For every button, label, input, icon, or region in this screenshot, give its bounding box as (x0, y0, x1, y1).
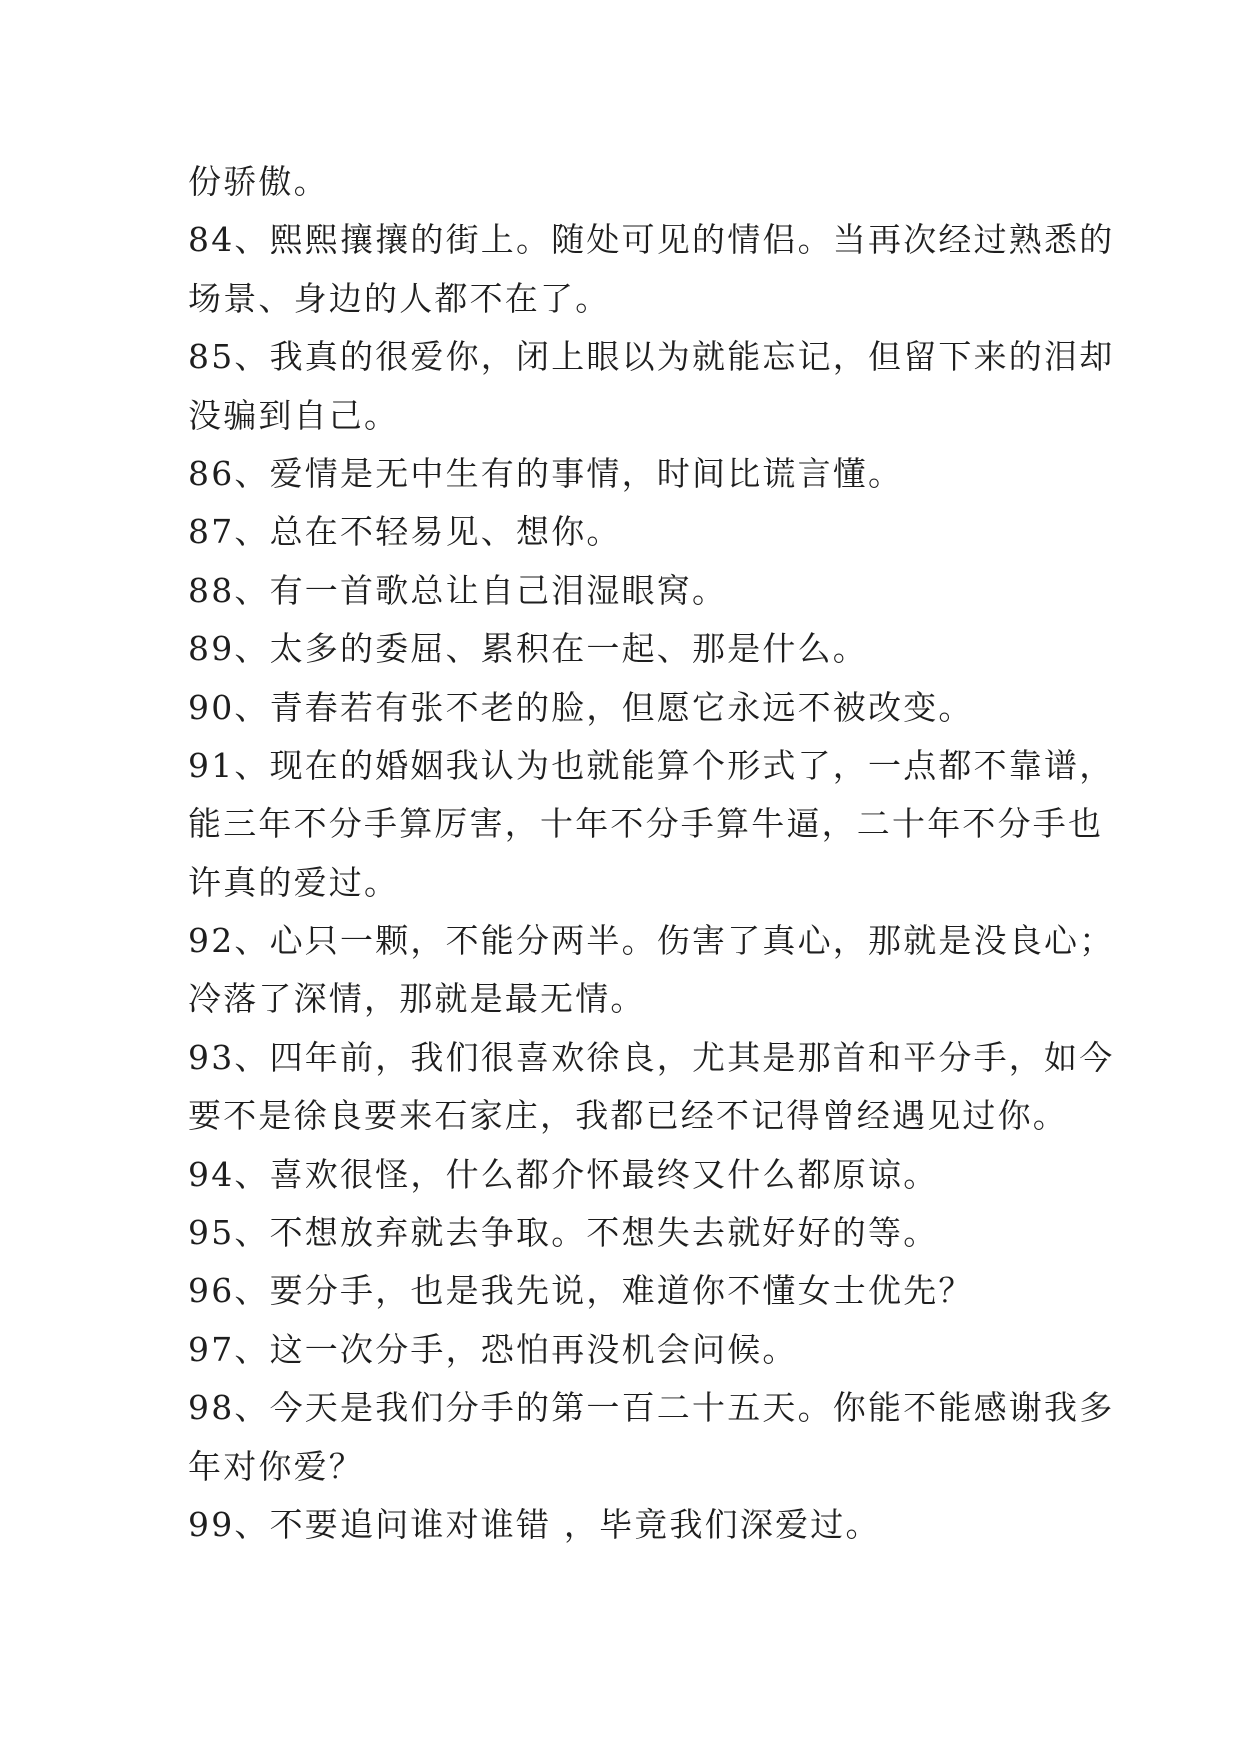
text-line: 年对你爱？ (188, 1446, 364, 1486)
text-line: 84、熙熙攘攘的街上。随处可见的情侣。当再次经过熟悉的 (188, 220, 1115, 260)
text-line: 能三年不分手算厉害，十年不分手算牛逼，二十年不分手也 (188, 804, 1104, 844)
document-body (188, 153, 1115, 1554)
text-line: 96、要分手，也是我先说，难道你不懂女士优先？ (188, 1271, 974, 1311)
text-line: 88、有一首歌总让自己泪湿眼窝。 (188, 570, 728, 610)
text-line: 99、不要追问谁对谁错 ，毕竟我们深爱过。 (188, 1504, 881, 1544)
text-line: 冷落了深情，那就是最无情。 (188, 979, 646, 1019)
text-line: 94、喜欢很怪，什么都介怀最终又什么都原谅。 (188, 1154, 939, 1194)
text-line: 98、今天是我们分手的第一百二十五天。你能不能感谢我多 (188, 1388, 1115, 1428)
text-line: 没骗到自己。 (188, 395, 400, 435)
text-line: 85、我真的很爱你，闭上眼以为就能忘记，但留下来的泪却 (188, 337, 1115, 377)
text-line: 场景、身边的人都不在了。 (188, 278, 611, 318)
text-line: 87、总在不轻易见、想你。 (188, 512, 622, 552)
text-line: 86、爱情是无中生有的事情，时间比谎言懂。 (188, 453, 904, 493)
text-line: 要不是徐良要来石家庄，我都已经不记得曾经遇见过你。 (188, 1096, 1068, 1136)
text-line: 92、心只一颗，不能分两半。伤害了真心，那就是没良心； (188, 921, 1115, 961)
text-line: 90、青春若有张不老的脸，但愿它永远不被改变。 (188, 687, 974, 727)
text-line: 91、现在的婚姻我认为也就能算个形式了，一点都不靠谱， (188, 745, 1115, 785)
text-line: 93、四年前，我们很喜欢徐良，尤其是那首和平分手，如今 (188, 1037, 1115, 1077)
text-line: 89、太多的委屈、累积在一起、那是什么。 (188, 629, 868, 669)
text-line: 95、不想放弃就去争取。不想失去就好好的等。 (188, 1213, 939, 1253)
text-line: 许真的爱过。 (188, 862, 400, 902)
text-line: 份骄傲。 (188, 162, 329, 201)
text-line: 97、这一次分手，恐怕再没机会问候。 (188, 1329, 798, 1369)
